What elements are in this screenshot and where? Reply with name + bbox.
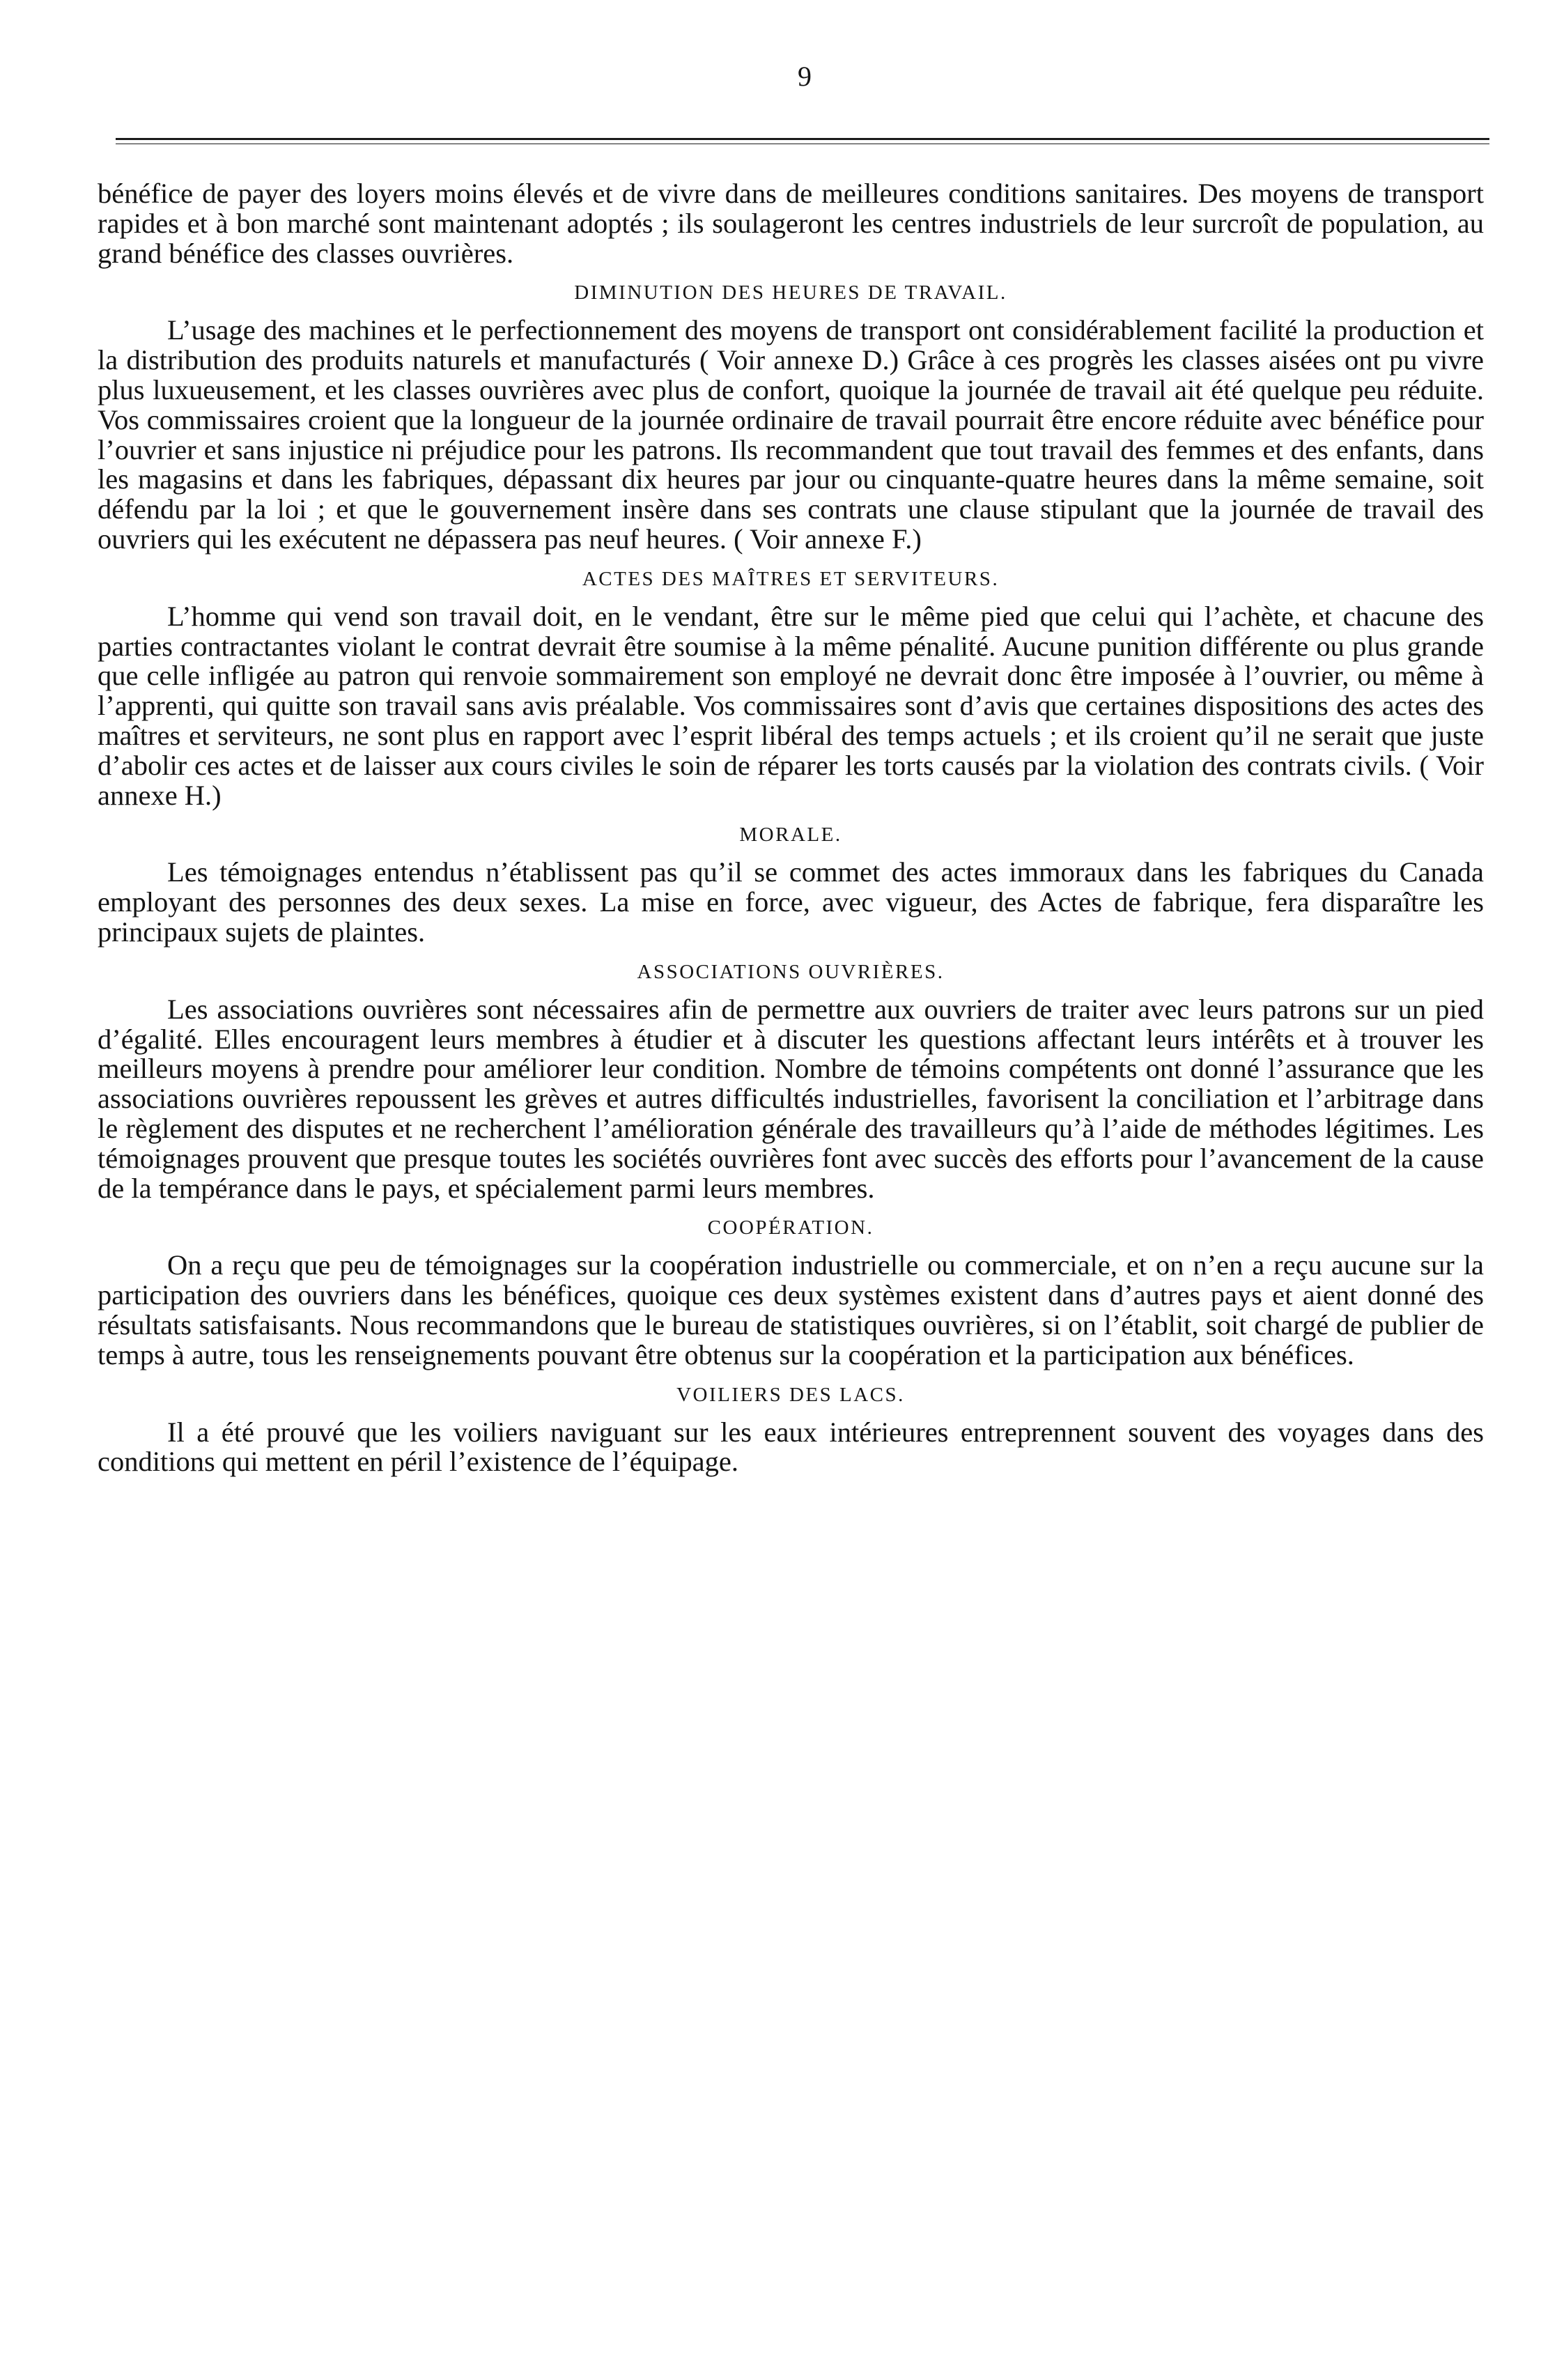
- header-rule: [116, 138, 1489, 144]
- paragraph-morale: Les témoignages entendus n’établissent pas qu’il se commet des actes immoraux dans les fabriques du Canada employant des personnes des deux sexes. La mise en force, avec vigueur, des Actes de fabrique, fera disparaître les principaux sujets de plaintes.: [98, 856, 1484, 948]
- heading-associations-ouvrieres: ASSOCIATIONS OUVRIÈRES.: [637, 960, 945, 983]
- page-number: 9: [798, 61, 812, 92]
- paragraph-diminution-heures: L’usage des machines et le perfectionnement des moyens de transport ont considérablement facilité la production et la distribution des produits naturels et manufacturés ( Voir annexe D.) Grâce à ces progrès les classes aisées ont pu vivre plus luxueusement, et les classes ouvrières avec plus de confort, quoique la journée de travail ait été quelque peu réduite. Vos commissaires croient que la longueur de la journée ordinaire de travail pourrait être encore réduite avec bénéfice pour l’ouvrier et sans injustice ni préjudice pour les patrons. Ils recommandent que tout travail des femmes et des enfants, dans les magasins et dans les fabriques, dépassant dix heures par jour ou cinquante-quatre heures dans la même semaine, soit défendu par la loi ; et que le gouvernement insère dans ses contrats une clause stipulant que la journée de travail des ouvriers qui les exécutent ne dépassera pas neuf heures. ( Voir annexe F.): [98, 314, 1484, 555]
- heading-cooperation: COOPÉRATION.: [707, 1216, 874, 1239]
- paragraph-actes-maitres: L’homme qui vend son travail doit, en le vendant, être sur le même pied que celui qui l’achète, et chacune des parties contractantes violant le contrat devrait être soumise à la même pénalité. Aucune punition différente ou plus grande que celle infligée au patron qui renvoie sommairement son employé ne devrait donc être imposée à l’ouvrier, ou même à l’apprenti, qui quitte son travail sans avis préalable. Vos commissaires sont d’avis que certaines dispositions des actes des maîtres et serviteurs, ne sont plus en rapport avec l’esprit libéral des temps actuels ; et ils croient qu’il ne serait que juste d’abolir ces actes et de laisser aux cours civiles le soin de réparer les torts causés par la violation des contrats civils. ( Voir annexe H.): [98, 600, 1484, 811]
- heading-morale: MORALE.: [739, 824, 842, 847]
- paragraph-voiliers-lacs: Il a été prouvé que les voiliers naviguant sur les eaux intérieures entreprennent souvent des voyages dans des conditions qui mettent en péril l’existence de l’équipage.: [98, 1416, 1484, 1478]
- heading-voiliers-lacs: VOILIERS DES LACS.: [676, 1383, 905, 1406]
- heading-diminution-heures: DIMINUTION DES HEURES DE TRAVAIL.: [574, 281, 1007, 304]
- paragraph-associations-ouvrieres: Les associations ouvrières sont nécessaires afin de permettre aux ouvriers de traiter avec leurs patrons sur un pied d’égalité. Elles encouragent leurs membres à étudier et à discuter les questions affectant leurs intérêts et à trouver les meilleurs moyens à prendre pour améliorer leur condition. Nombre de témoins compétents ont donné l’assurance que les associations ouvrières repoussent les grèves et autres difficultés industrielles, favorisent la conciliation et l’arbitrage dans le règlement des disputes et ne recherchent l’amélioration générale des travailleurs qu’à l’aide de méthodes légitimes. Les témoignages prouvent que presque toutes les sociétés ouvrières font avec succès des efforts pour l’avancement de la cause de la tempérance dans le pays, et spécialement parmi leurs membres.: [98, 993, 1484, 1204]
- paragraph-intro: bénéfice de payer des loyers moins élevés et de vivre dans de meilleures conditions sanitaires. Des moyens de transport rapides et à bon marché sont maintenant adoptés ; ils soulageront les centres industriels de leur surcroît de population, au grand bénéfice des classes ouvrières.: [98, 178, 1484, 269]
- heading-actes-maitres: ACTES DES MAÎTRES ET SERVITEURS.: [582, 567, 1000, 590]
- document-body: [98, 179, 1484, 1477]
- document-page: [98, 63, 1484, 1477]
- paragraph-cooperation: On a reçu que peu de témoignages sur la coopération industrielle ou commerciale, et on n’en a reçu aucune sur la participation des ouvriers dans les bénéfices, quoique ces deux systèmes existent dans d’autres pays et aient donné des résultats satisfaisants. Nous recommandons que le bureau de statistiques ouvrières, si on l’établit, soit chargé de publier de temps à autre, tous les renseignements pouvant être obtenus sur la coopération et la participation aux bénéfices.: [98, 1249, 1484, 1370]
